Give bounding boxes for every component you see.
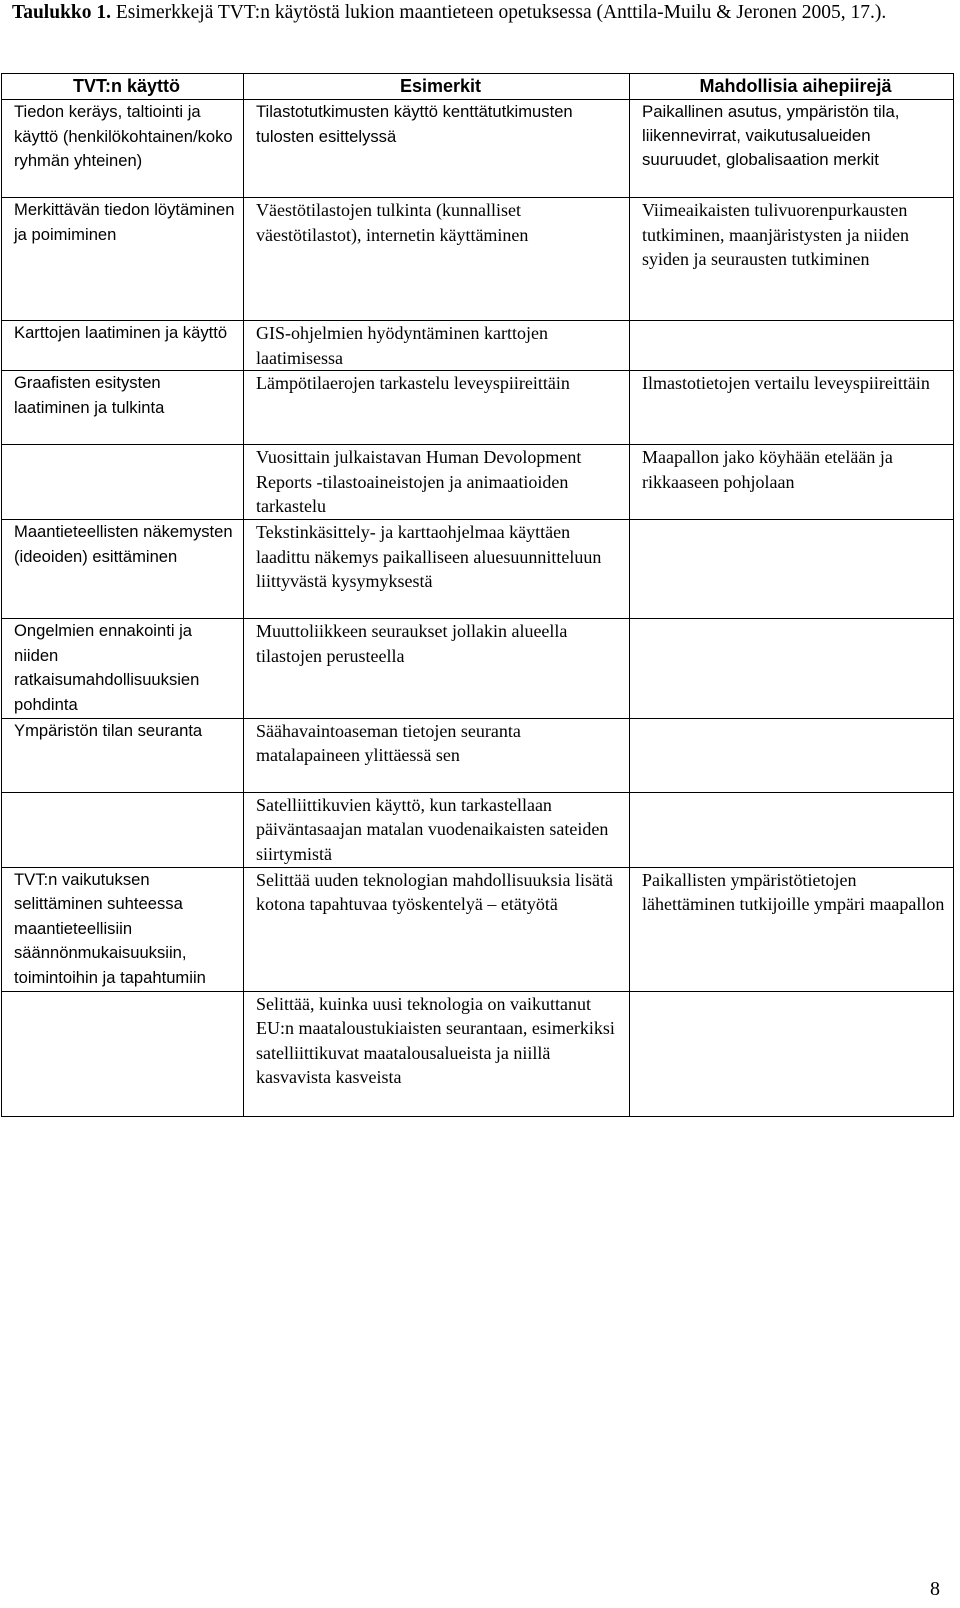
cell-example: Vuosittain julkaistavan Human Devolopment Reports -tilastoaineistojen ja animaatioiden tarkastelu xyxy=(244,445,630,520)
cell-topics: Maapallon jako köyhään etelään ja rikkaaseen pohjolaan xyxy=(630,445,954,520)
cell-topics xyxy=(630,718,954,792)
cell-example: GIS-ohjelmien hyödyntäminen karttojen laatimisessa xyxy=(244,321,630,371)
cell-topics: Paikallisten ympäristötietojen lähettäminen tutkijoille ympäri maapallon xyxy=(630,867,954,991)
caption-label: Taulukko 1. xyxy=(12,2,112,23)
table-row xyxy=(2,792,954,867)
cell-example: Selittää, kuinka uusi teknologia on vaikuttanut EU:n maataloustukiaisten seurantaan, esimerkiksi satelliittikuvat maatalousalueista ja niillä kasvavista kasveista xyxy=(244,991,630,1116)
tvt-usage-table xyxy=(1,73,954,1117)
cell-use: Tiedon keräys, taltiointi ja käyttö (henkilökohtainen/koko ryhmän yhteinen) xyxy=(2,100,244,198)
cell-topics xyxy=(630,619,954,718)
header-tvt-use: TVT:n käyttö xyxy=(2,74,244,100)
cell-use: Ongelmien ennakointi ja niiden ratkaisumahdollisuuksien pohdinta xyxy=(2,619,244,718)
cell-use xyxy=(2,792,244,867)
cell-example: Lämpötilaerojen tarkastelu leveyspiireittäin xyxy=(244,371,630,445)
cell-topics: Paikallinen asutus, ympäristön tila, liikennevirrat, vaikutusalueiden suuruudet, globalisaation merkit xyxy=(630,100,954,198)
table-row xyxy=(2,991,954,1116)
table-row xyxy=(2,100,954,198)
cell-topics: Viimeaikaisten tulivuorenpurkausten tutkiminen, maanjäristysten ja niiden syiden ja seurausten tutkiminen xyxy=(630,198,954,321)
cell-use: Merkittävän tiedon löytäminen ja poimiminen xyxy=(2,198,244,321)
cell-use: Maantieteellisten näkemysten (ideoiden) esittäminen xyxy=(2,520,244,619)
cell-topics xyxy=(630,991,954,1116)
table-row xyxy=(2,867,954,991)
header-examples: Esimerkit xyxy=(244,74,630,100)
cell-example: Tilastotutkimusten käyttö kenttätutkimusten tulosten esittelyssä xyxy=(244,100,630,198)
cell-topics xyxy=(630,321,954,371)
cell-example: Tekstinkäsittely- ja karttaohjelmaa käyttäen laadittu näkemys paikalliseen aluesuunnitteluun liittyvästä kysymyksestä xyxy=(244,520,630,619)
table-caption xyxy=(12,0,942,25)
table-header-row xyxy=(2,74,954,100)
cell-topics xyxy=(630,792,954,867)
header-topics: Mahdollisia aihepiirejä xyxy=(630,74,954,100)
caption-text: Esimerkkejä TVT:n käytöstä lukion maantieteen opetuksessa (Anttila-Muilu & Jeronen 2005, 17.). xyxy=(111,2,887,23)
cell-example: Säähavaintoaseman tietojen seuranta matalapaineen ylittäessä sen xyxy=(244,718,630,792)
page-number: 8 xyxy=(930,1578,940,1600)
table-row xyxy=(2,718,954,792)
cell-example: Väestötilastojen tulkinta (kunnalliset väestötilastot), internetin käyttäminen xyxy=(244,198,630,321)
cell-example: Selittää uuden teknologian mahdollisuuksia lisätä kotona tapahtuvaa työskentelyä – etätyötä xyxy=(244,867,630,991)
cell-example: Muuttoliikkeen seuraukset jollakin alueella tilastojen perusteella xyxy=(244,619,630,718)
table-row xyxy=(2,371,954,445)
cell-use: Graafisten esitysten laatiminen ja tulkinta xyxy=(2,371,244,445)
cell-use xyxy=(2,445,244,520)
table-row xyxy=(2,321,954,371)
table-row xyxy=(2,619,954,718)
cell-use xyxy=(2,991,244,1116)
cell-use: Ympäristön tilan seuranta xyxy=(2,718,244,792)
cell-topics: Ilmastotietojen vertailu leveyspiireittäin xyxy=(630,371,954,445)
table-row xyxy=(2,445,954,520)
cell-topics xyxy=(630,520,954,619)
table-row xyxy=(2,198,954,321)
cell-use: TVT:n vaikutuksen selittäminen suhteessa maantieteellisiin säännönmukaisuuksiin, toimintoihin ja tapahtumiin xyxy=(2,867,244,991)
cell-use: Karttojen laatiminen ja käyttö xyxy=(2,321,244,371)
cell-example: Satelliittikuvien käyttö, kun tarkastellaan päiväntasaajan matalan vuodenaikaisten sateiden siirtymistä xyxy=(244,792,630,867)
table-row xyxy=(2,520,954,619)
